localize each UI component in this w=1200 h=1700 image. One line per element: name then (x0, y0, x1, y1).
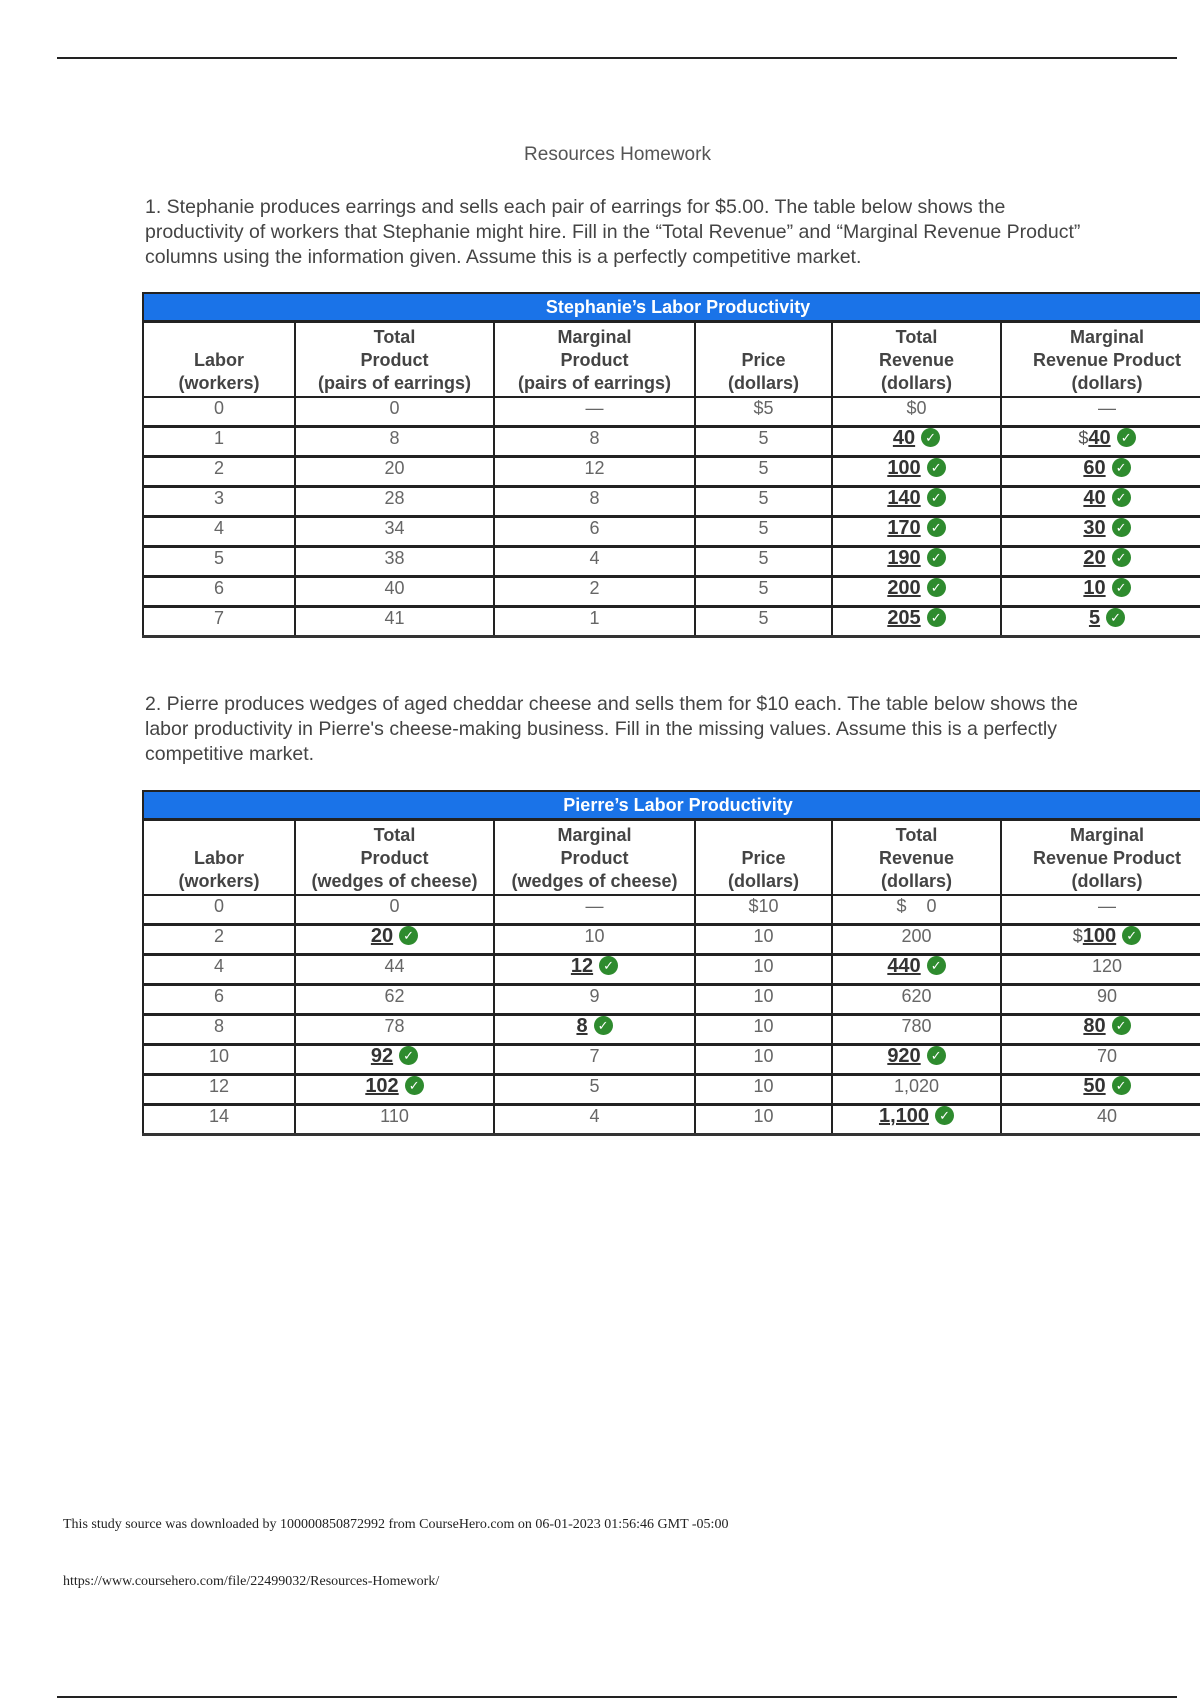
cell-value: 5 (758, 488, 769, 508)
table-row (143, 1045, 1200, 1075)
answer-value: 40 (1088, 427, 1111, 449)
table-cell (295, 955, 494, 985)
answer-value: 1,100 (878, 1105, 930, 1127)
table-cell (143, 427, 295, 457)
table-cell (494, 925, 695, 955)
cell-value: 10 (208, 1046, 230, 1066)
answer-value: 50 (1083, 1075, 1106, 1097)
table-cell (1001, 895, 1200, 925)
check-circle-icon: ✓ (1112, 578, 1131, 597)
check-circle-icon: ✓ (927, 518, 946, 537)
table-cell (1001, 985, 1200, 1015)
column-header (295, 322, 494, 398)
cell-value: 6 (213, 578, 224, 598)
column-header-line: Total (895, 825, 938, 845)
check-circle-icon: ✓ (405, 1076, 424, 1095)
column-header-line: Marginal (557, 825, 632, 845)
column-header-line: (dollars) (880, 373, 952, 393)
table-cell (695, 1045, 832, 1075)
table-cell (494, 547, 695, 577)
source-url[interactable]: https://www.coursehero.com/file/22499032/Resources-Homework/ (63, 1574, 440, 1589)
cell-value: 20 (384, 458, 405, 478)
column-header (295, 820, 494, 896)
table-cell (494, 427, 695, 457)
table-cell (143, 457, 295, 487)
check-circle-icon: ✓ (927, 1046, 946, 1065)
column-header (494, 322, 695, 398)
cell-value: 110 (380, 1106, 409, 1126)
answer-cell (1001, 487, 1200, 517)
table-cell (494, 985, 695, 1015)
cell-value: 1 (589, 608, 600, 628)
answer-cell (832, 547, 1001, 577)
table-cell (295, 427, 494, 457)
table-row (143, 895, 1200, 925)
column-header-line: Labor (193, 848, 244, 868)
check-circle-icon: ✓ (399, 1046, 418, 1065)
cell-value: 3 (213, 488, 224, 508)
column-header-line: (dollars) (1071, 373, 1143, 393)
check-circle-icon: ✓ (927, 608, 946, 627)
column-header-line: (pairs of earrings) (517, 373, 672, 393)
answer-cell (832, 457, 1001, 487)
table-cell (494, 577, 695, 607)
stephanie-productivity-table (142, 292, 1200, 638)
table-cell (295, 1105, 494, 1135)
answer-value: 60 (1083, 457, 1106, 479)
table-cell (494, 1105, 695, 1135)
answer-value: 12 (570, 955, 594, 977)
table-cell (832, 895, 1001, 925)
check-circle-icon: ✓ (599, 956, 618, 975)
table-header-row (143, 820, 1200, 896)
check-circle-icon: ✓ (399, 926, 418, 945)
cell-value: 5 (213, 548, 224, 568)
table-caption: Pierre’s Labor Productivity (143, 791, 1200, 820)
table-cell (1001, 397, 1200, 427)
cell-value: 10 (584, 926, 605, 946)
table-cell (295, 517, 494, 547)
table-cell (1001, 955, 1200, 985)
column-header (143, 322, 295, 398)
cell-value: — (1098, 398, 1116, 418)
column-header-line: (pairs of earrings) (317, 373, 472, 393)
cell-value: — (585, 398, 604, 418)
answer-cell (832, 427, 1001, 457)
column-header-line: (dollars) (727, 373, 799, 393)
cell-value: 44 (384, 956, 405, 976)
table-cell (295, 487, 494, 517)
column-header-line: Product (360, 848, 429, 868)
column-header-line: Price (741, 848, 786, 868)
table-header-row (143, 322, 1200, 398)
answer-value: 5 (1088, 607, 1101, 629)
cell-value: 70 (1096, 1046, 1118, 1066)
cell-value: 4 (213, 956, 224, 976)
column-header (494, 820, 695, 896)
answer-cell (295, 1045, 494, 1075)
answer-value: 40 (892, 427, 916, 449)
check-circle-icon: ✓ (1106, 608, 1125, 627)
table-cell (143, 925, 295, 955)
column-header-line: Marginal (1070, 327, 1145, 347)
cell-value: 120 (1091, 956, 1123, 976)
cell-value: 4 (589, 1106, 600, 1126)
check-circle-icon: ✓ (1112, 488, 1131, 507)
table-cell (695, 925, 832, 955)
answer-value: 20 (370, 925, 394, 947)
answer-cell (832, 517, 1001, 547)
answer-cell (494, 1015, 695, 1045)
question-2-text: 2. Pierre produces wedges of aged cheddar cheese and sells them for $10 each. The table below shows the labor productivity in Pierre's cheese-making business. Fill in the missing values. Assume this is a perfectly competitive market. (145, 693, 1078, 765)
table-cell (695, 895, 832, 925)
table-caption: Stephanie’s Labor Productivity (143, 293, 1200, 322)
table-cell (295, 547, 494, 577)
table-cell (695, 1015, 832, 1045)
answer-cell (1001, 547, 1200, 577)
cell-value: 41 (384, 608, 405, 628)
cell-value: 8 (589, 488, 600, 508)
cell-value: 10 (753, 926, 774, 946)
table-cell (295, 985, 494, 1015)
column-header-line: Labor (193, 350, 244, 370)
check-circle-icon: ✓ (1112, 548, 1131, 567)
cell-value: 5 (758, 518, 769, 538)
cell-value: 5 (758, 548, 769, 568)
table-cell (695, 607, 832, 637)
cell-value: 8 (389, 428, 400, 448)
table-cell (832, 925, 1001, 955)
cell-value: $5 (753, 398, 774, 418)
question-1-text: 1. Stephanie produces earrings and sells each pair of earrings for $5.00. The table below shows the productivity of workers that Stephanie might hire. Fill in the “Total Revenue” and “Marginal Revenue Product” columns using the information given. Assume this is a perfectly competitive market. (145, 196, 1081, 268)
column-header-line: (workers) (178, 373, 260, 393)
column-header-line: (dollars) (727, 871, 799, 891)
table-row (143, 1015, 1200, 1045)
column-header-line: (dollars) (880, 871, 952, 891)
answer-value: 170 (887, 517, 921, 539)
table-cell (295, 397, 494, 427)
cell-value: $ 0 (896, 896, 937, 916)
table-cell (695, 577, 832, 607)
table-cell (295, 607, 494, 637)
table-cell (143, 607, 295, 637)
cell-value: 7 (213, 608, 224, 628)
table-cell (1001, 1105, 1200, 1135)
table-row (143, 607, 1200, 637)
check-circle-icon: ✓ (935, 1106, 954, 1125)
cell-value: 9 (589, 986, 600, 1006)
table-cell (295, 1015, 494, 1045)
check-circle-icon: ✓ (927, 488, 946, 507)
table-cell (295, 457, 494, 487)
table-cell (695, 1075, 832, 1105)
check-circle-icon: ✓ (1122, 926, 1141, 945)
table-cell (695, 547, 832, 577)
check-circle-icon: ✓ (1112, 458, 1131, 477)
table-row (143, 925, 1200, 955)
table-cell (143, 1015, 295, 1045)
table-row (143, 955, 1200, 985)
answer-cell (832, 577, 1001, 607)
cell-value: 40 (1096, 1106, 1118, 1126)
column-header-line: Revenue Product (1032, 350, 1182, 370)
cell-value: 200 (901, 926, 932, 946)
column-header-line: (dollars) (1071, 871, 1143, 891)
answer-cell (1001, 607, 1200, 637)
cell-value: 62 (384, 986, 405, 1006)
cell-value: 28 (384, 488, 405, 508)
answer-value: 40 (1083, 487, 1106, 509)
table-cell (695, 955, 832, 985)
table-cell (143, 985, 295, 1015)
cell-value: 4 (213, 518, 224, 538)
table-cell (143, 955, 295, 985)
check-circle-icon: ✓ (594, 1016, 613, 1035)
table-cell (1001, 1045, 1200, 1075)
currency-prefix: $ (1078, 428, 1089, 448)
answer-value: 80 (1083, 1015, 1106, 1037)
check-circle-icon: ✓ (927, 548, 946, 567)
column-header (143, 820, 295, 896)
table-row (143, 547, 1200, 577)
cell-value: 1,020 (893, 1076, 940, 1096)
answer-cell (1001, 1075, 1200, 1105)
table-cell (695, 1105, 832, 1135)
column-header-line: Total (895, 327, 938, 347)
answer-cell (832, 607, 1001, 637)
table-cell (695, 457, 832, 487)
table-cell (494, 607, 695, 637)
check-circle-icon: ✓ (927, 458, 946, 477)
cell-value: 10 (753, 956, 774, 976)
cell-value: 780 (901, 1016, 932, 1036)
cell-value: 10 (753, 1016, 774, 1036)
answer-cell (1001, 427, 1200, 457)
cell-value: 2 (589, 578, 600, 598)
table-cell (143, 895, 295, 925)
column-header (1001, 322, 1200, 398)
answer-cell (494, 955, 695, 985)
table-cell (832, 985, 1001, 1015)
cell-value: 0 (213, 896, 224, 916)
cell-value: 8 (589, 428, 600, 448)
table-cell (494, 397, 695, 427)
table-row (143, 517, 1200, 547)
column-header-line: Product (560, 848, 629, 868)
table-row (143, 1105, 1200, 1135)
cell-value: 5 (758, 578, 769, 598)
cell-value: 6 (589, 518, 600, 538)
top-rule (57, 57, 1177, 59)
column-header (1001, 820, 1200, 896)
cell-value: 10 (753, 986, 774, 1006)
cell-value: 40 (384, 578, 405, 598)
table-cell (295, 577, 494, 607)
pierre-productivity-table (142, 790, 1200, 1136)
table-caption-row (143, 791, 1200, 820)
cell-value: — (585, 896, 604, 916)
table-cell (143, 517, 295, 547)
table-cell (494, 487, 695, 517)
cell-value: 0 (213, 398, 224, 418)
table-row (143, 457, 1200, 487)
check-circle-icon: ✓ (927, 578, 946, 597)
table-cell (143, 1105, 295, 1135)
cell-value: 34 (384, 518, 405, 538)
cell-value: 10 (753, 1076, 774, 1096)
bottom-rule (57, 1696, 1177, 1698)
check-circle-icon: ✓ (1112, 518, 1131, 537)
cell-value: $10 (748, 896, 779, 916)
answer-cell (1001, 1015, 1200, 1045)
answer-value: 205 (887, 607, 921, 629)
cell-value: 12 (208, 1076, 230, 1096)
table-cell (695, 985, 832, 1015)
table-cell (295, 895, 494, 925)
table-cell (494, 517, 695, 547)
cell-value: — (1098, 896, 1116, 916)
table-cell (143, 1045, 295, 1075)
column-header-line: Revenue (878, 350, 955, 370)
answer-cell (832, 487, 1001, 517)
check-circle-icon: ✓ (927, 956, 946, 975)
answer-cell (295, 1075, 494, 1105)
column-header (695, 322, 832, 398)
column-header-line: Product (360, 350, 429, 370)
column-header-line: Total (373, 825, 416, 845)
table-row (143, 397, 1200, 427)
cell-value: 0 (389, 896, 400, 916)
cell-value: 2 (213, 926, 224, 946)
column-header-line: Revenue (878, 848, 955, 868)
check-circle-icon: ✓ (1112, 1076, 1131, 1095)
cell-value: 14 (208, 1106, 230, 1126)
table-row (143, 577, 1200, 607)
answer-value: 10 (1083, 577, 1106, 599)
check-circle-icon: ✓ (1117, 428, 1136, 447)
table-cell (143, 577, 295, 607)
answer-value: 920 (887, 1045, 921, 1067)
answer-cell (1001, 457, 1200, 487)
answer-cell (295, 925, 494, 955)
cell-value: 5 (758, 428, 769, 448)
check-circle-icon: ✓ (921, 428, 940, 447)
column-header-line: Total (373, 327, 416, 347)
column-header-line: Price (741, 350, 786, 370)
column-header-line: (workers) (178, 871, 260, 891)
cell-value: $0 (906, 398, 927, 418)
answer-value: 100 (887, 457, 921, 479)
cell-value: 0 (389, 398, 400, 418)
answer-value: 200 (887, 577, 921, 599)
answer-value: 190 (887, 547, 921, 569)
table-row (143, 487, 1200, 517)
cell-value: 90 (1096, 986, 1118, 1006)
cell-value: 620 (901, 986, 932, 1006)
table-cell (695, 427, 832, 457)
answer-value: 440 (887, 955, 921, 977)
answer-cell (832, 1045, 1001, 1075)
table-caption-row (143, 293, 1200, 322)
answer-cell (832, 955, 1001, 985)
table-cell (494, 1045, 695, 1075)
table-cell (494, 1075, 695, 1105)
table-cell (143, 547, 295, 577)
cell-value: 10 (753, 1046, 774, 1066)
check-circle-icon: ✓ (1112, 1016, 1131, 1035)
table-cell (832, 1075, 1001, 1105)
cell-value: 10 (753, 1106, 774, 1126)
cell-value: 38 (384, 548, 405, 568)
answer-cell (1001, 577, 1200, 607)
column-header-line: (wedges of cheese) (511, 871, 678, 891)
column-header-line: (wedges of cheese) (311, 871, 478, 891)
table-row (143, 1075, 1200, 1105)
column-header (832, 322, 1001, 398)
answer-cell (832, 1105, 1001, 1135)
answer-value: 92 (370, 1045, 394, 1067)
cell-value: 1 (213, 428, 224, 448)
table-cell (494, 457, 695, 487)
column-header-line: Revenue Product (1032, 848, 1182, 868)
cell-value: 7 (589, 1046, 600, 1066)
answer-cell (1001, 925, 1200, 955)
table-cell (832, 1015, 1001, 1045)
cell-value: 4 (589, 548, 600, 568)
cell-value: 8 (213, 1016, 224, 1036)
table-cell (695, 397, 832, 427)
cell-value: 5 (758, 458, 769, 478)
table-cell (695, 517, 832, 547)
column-header-line: Marginal (1069, 825, 1144, 845)
cell-value: 5 (758, 608, 769, 628)
column-header-line: Marginal (557, 327, 632, 347)
page-title: Resources Homework (524, 144, 711, 165)
table-cell (143, 397, 295, 427)
cell-value: 5 (589, 1076, 600, 1096)
cell-value: 2 (213, 458, 224, 478)
answer-value: 100 (1082, 925, 1117, 947)
answer-value: 140 (887, 487, 921, 509)
cell-value: 78 (384, 1016, 405, 1036)
cell-value: 6 (213, 986, 224, 1006)
currency-prefix: $ (1072, 926, 1083, 946)
table-row (143, 427, 1200, 457)
answer-value: 8 (576, 1015, 588, 1037)
table-row (143, 985, 1200, 1015)
table-cell (494, 895, 695, 925)
cell-value: 12 (584, 458, 605, 478)
table-cell (143, 1075, 295, 1105)
answer-value: 30 (1083, 517, 1106, 539)
answer-cell (1001, 517, 1200, 547)
answer-value: 20 (1083, 547, 1106, 569)
answer-value: 102 (365, 1075, 399, 1097)
column-header (695, 820, 832, 896)
column-header-line: Product (560, 350, 629, 370)
table-cell (143, 487, 295, 517)
table-cell (832, 397, 1001, 427)
download-notice: This study source was downloaded by 100000850872992 from CourseHero.com on 06-01-2023 01:56:46 GMT -05:00 (63, 1517, 729, 1532)
table-cell (695, 487, 832, 517)
column-header (832, 820, 1001, 896)
